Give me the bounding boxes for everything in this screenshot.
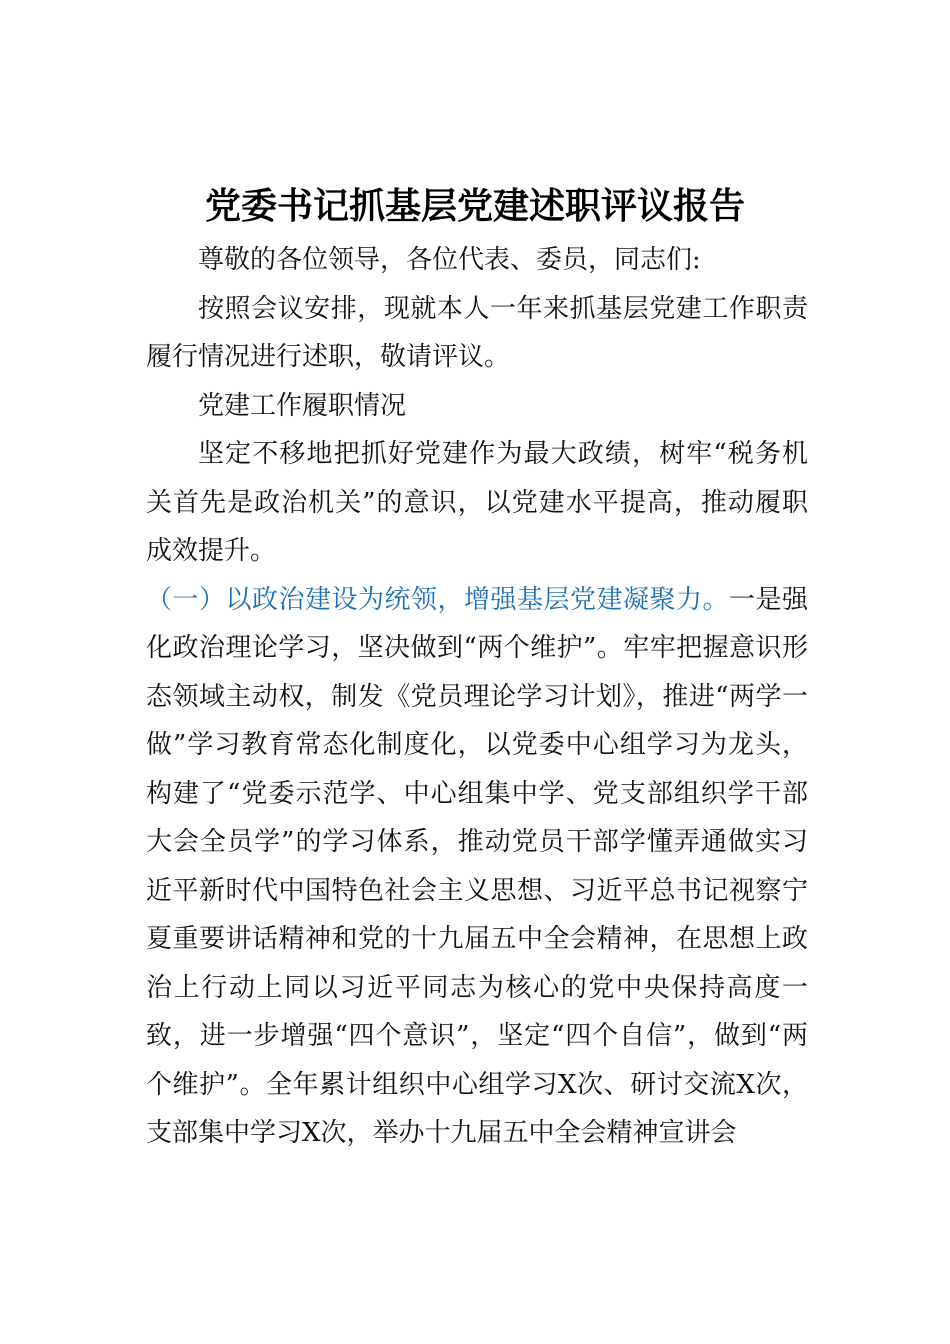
subsection-heading: （一）以政治建设为统领，增强基层党建凝聚力。 <box>146 584 729 615</box>
intro-paragraph: 按照会议安排，现就本人一年来抓基层党建工作职责履行情况进行述职，敬请评议。 <box>146 293 808 372</box>
section-title: 党建工作履职情况 <box>198 390 407 421</box>
section-intro-paragraph: 坚定不移地把抓好党建作为最大政绩，树牢“税务机关首先是政治机关”的意识，以党建水平提高，推动履职成效提升。 <box>146 439 808 566</box>
subsection-body: 一是强化政治理论学习，坚决做到“两个维护”。牢牢把握意识形态领域主动权，制发《党员理论学习计划》，推进“两学一做”学习教育常态化制度化，以党委中心组学习为龙头，构建了“党委示范学、中心组集中学、党支部组织学干部大会全员学”的学习体系，推动党员干部学懂弄通做实习近平新时代中国特色社会主义思想、习近平总书记视察宁夏重要讲话精神和党的十九届五中全会精神，在思想上政治上行动上同以习近平同志为核心的党中央保持高度一致，进一步增强“四个意识”，坚定“四个自信”，做到“两个维护”。全年累计组织中心组学习X次、研讨交流X次，支部集中学习X次，举办十九届五中全会精神宣讲会 <box>146 584 808 1148</box>
salutation: 尊敬的各位领导，各位代表、委员，同志们: <box>198 245 701 275</box>
subsection-paragraph <box>146 576 808 1158</box>
document-body <box>146 236 808 1158</box>
document-title: 党委书记抓基层党建述职评议报告 <box>204 185 745 227</box>
